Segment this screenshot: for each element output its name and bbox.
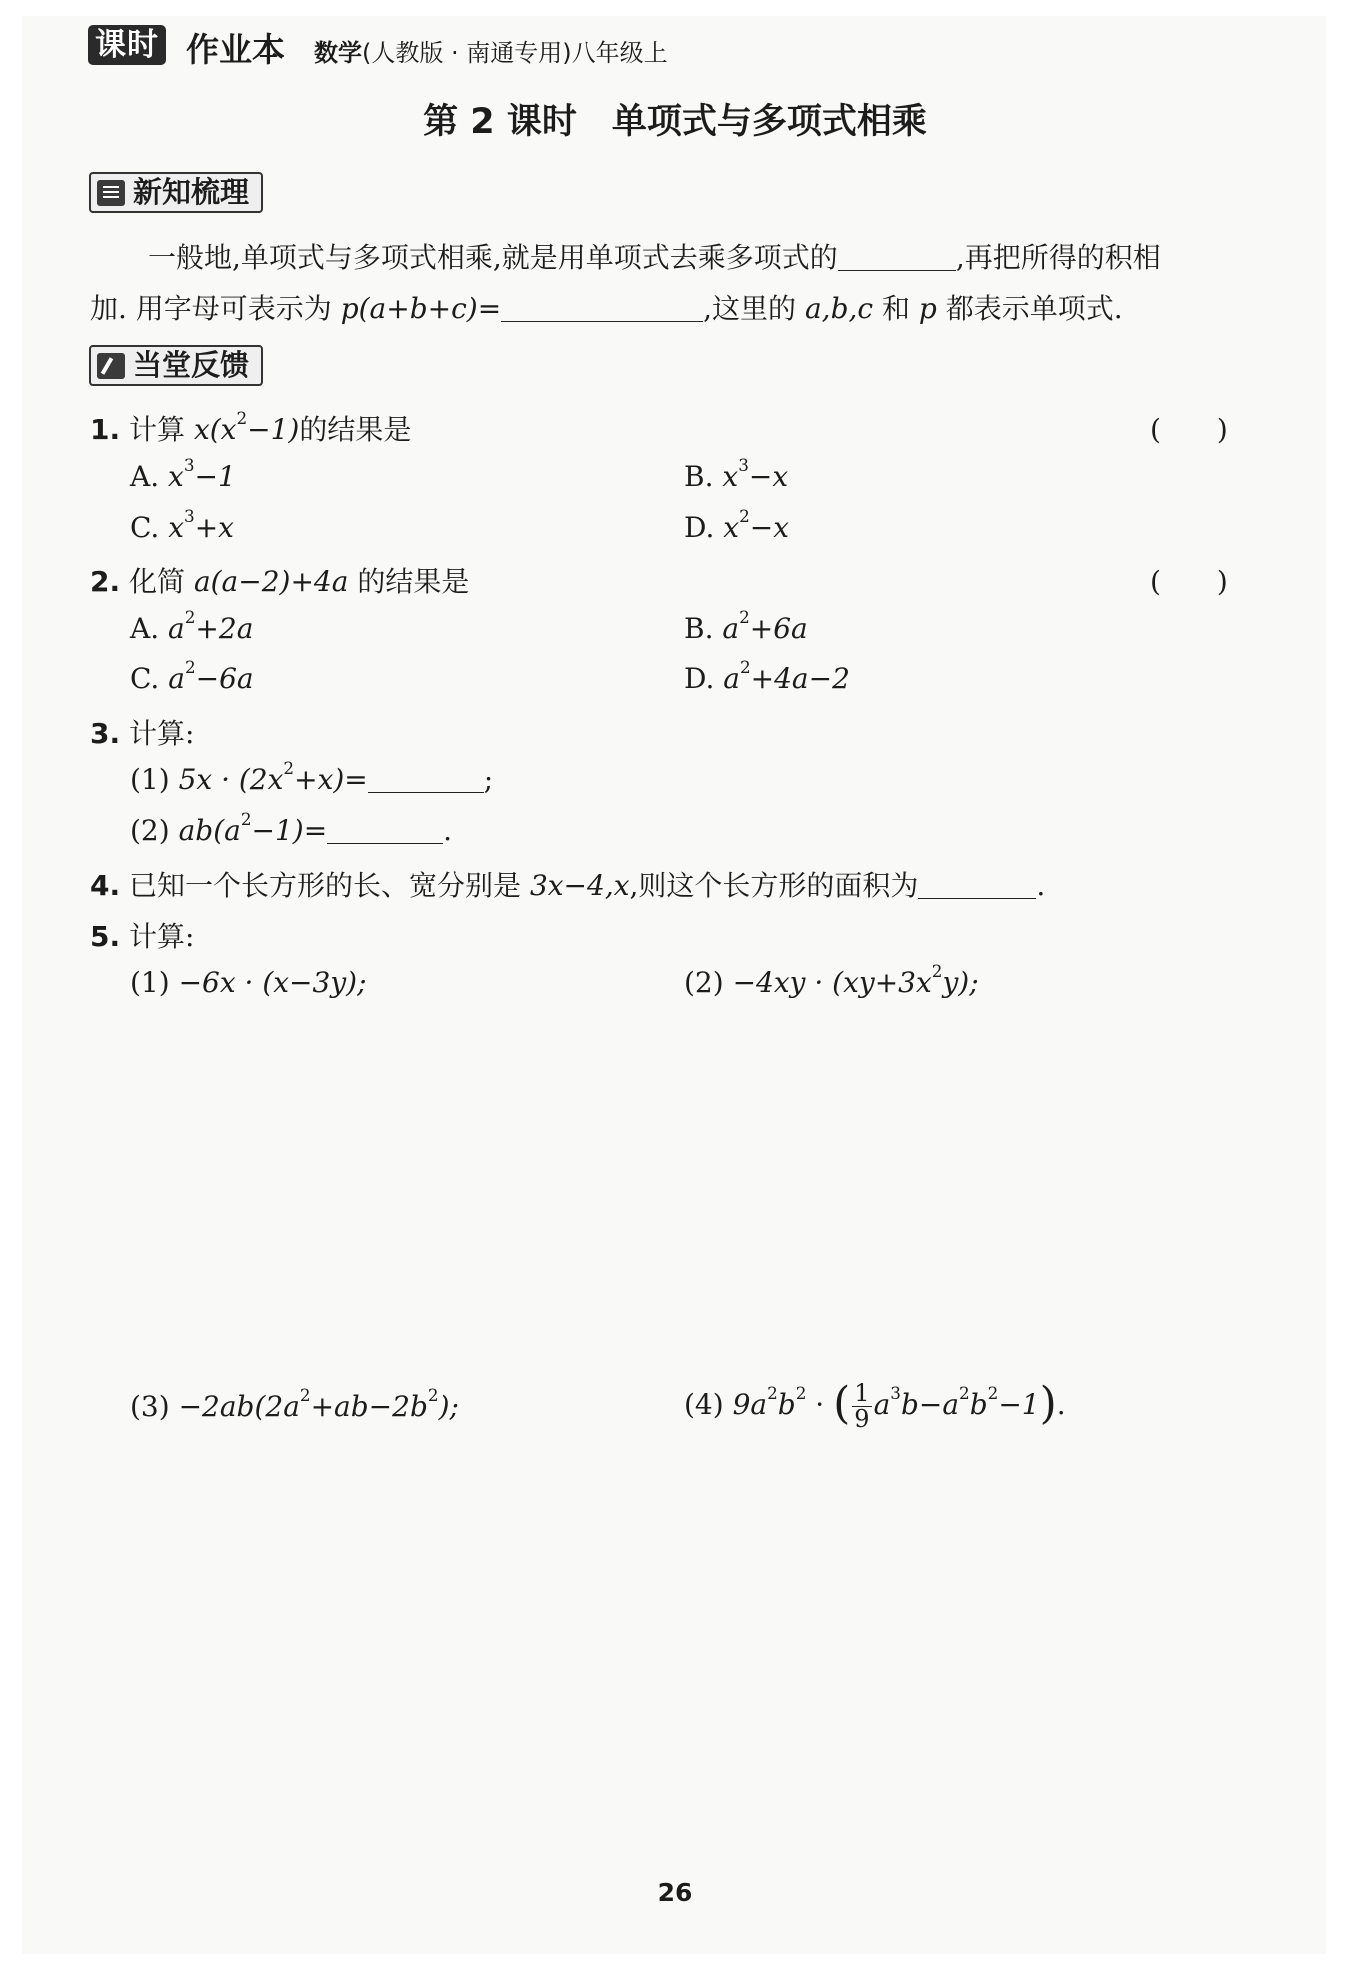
text: 的结果是: [348, 565, 470, 598]
part-label: (1): [130, 966, 170, 999]
formula: −1): [247, 413, 300, 446]
exponent: 3: [183, 454, 195, 475]
page-number: 26: [657, 1878, 693, 1907]
brand-logo-text: 课时: [95, 27, 159, 63]
formula: y);: [942, 966, 979, 999]
q1-option-b[interactable]: [684, 454, 789, 493]
section-classroom-feedback-label: 当堂反馈: [133, 348, 250, 382]
right-paren: ): [1039, 1378, 1057, 1429]
exponent: 2: [240, 809, 252, 830]
question-3-stem: [90, 712, 194, 752]
question-4-stem: [90, 864, 1045, 904]
option-label: D.: [684, 662, 715, 695]
formula: );: [438, 1390, 459, 1423]
formula: −1)=: [251, 814, 328, 848]
q5-part-1: [130, 966, 367, 999]
q5-part-4-answer-area[interactable]: [684, 1460, 1184, 1820]
q2-option-c[interactable]: [130, 656, 254, 695]
formula: b: [777, 1388, 796, 1421]
exponent: 2: [184, 656, 196, 677]
q3-part-2: [130, 809, 453, 848]
text: ,再把所得的积相: [955, 241, 1161, 274]
text: 计算:: [129, 920, 195, 953]
formula: −2ab(2a: [178, 1390, 300, 1423]
exponent: 2: [299, 1384, 311, 1405]
section-new-knowledge-label: 新知梳理: [133, 175, 250, 209]
formula: +4a−2: [750, 662, 850, 695]
formula: +6a: [749, 612, 808, 645]
formula: −1: [194, 460, 236, 493]
exponent: 2: [739, 656, 751, 677]
q1-option-a[interactable]: [130, 454, 236, 493]
question-1-stem: [90, 408, 411, 448]
q5-part-1-answer-area[interactable]: [130, 1045, 630, 1365]
option-label: B.: [684, 612, 714, 645]
answer-bracket[interactable]: ( ): [1150, 565, 1228, 598]
formula: +2a: [195, 612, 254, 645]
text: .: [443, 814, 453, 848]
option-label: C.: [130, 662, 160, 695]
text: 已知一个长方形的长、宽分别是: [129, 869, 530, 902]
section-classroom-feedback: [89, 345, 263, 386]
formula: a: [168, 662, 185, 695]
q5-part-3-answer-area[interactable]: [130, 1460, 630, 1820]
part-label: (1): [130, 763, 170, 797]
exponent: 3: [890, 1382, 901, 1403]
section1-line1: [148, 236, 1161, 276]
exponent: 3: [738, 454, 749, 475]
pen-icon: [97, 353, 125, 379]
q2-option-a[interactable]: [130, 606, 254, 645]
option-label: C.: [130, 511, 160, 544]
text: ,则这个长方形的面积为: [629, 869, 919, 902]
formula: x: [723, 511, 740, 544]
text: .: [1056, 1388, 1066, 1421]
question-number: 3.: [90, 717, 121, 750]
q2-option-b[interactable]: [684, 606, 808, 645]
formula: x: [168, 460, 184, 493]
option-label: A.: [130, 612, 160, 645]
exponent: 2: [739, 606, 750, 627]
formula: x: [722, 460, 739, 493]
formula: 5x · (2x: [178, 763, 284, 797]
text: .: [1036, 869, 1046, 902]
q5-part-2: [684, 960, 979, 999]
exponent: 2: [739, 505, 750, 526]
part-label: (4): [684, 1388, 724, 1421]
formula: +x: [194, 511, 234, 544]
question-number: 2.: [90, 565, 121, 598]
subject-name: 数学: [314, 39, 362, 67]
question-number: 4.: [90, 869, 121, 902]
fill-blank[interactable]: [918, 869, 1036, 899]
option-label: A.: [130, 460, 160, 493]
formula: x(x: [193, 413, 237, 446]
formula: b−a: [900, 1388, 960, 1421]
text: 和: [873, 292, 919, 325]
formula: p: [918, 292, 937, 325]
part-label: (3): [130, 1390, 170, 1423]
text: 都表示单项式.: [936, 292, 1123, 325]
subject-edition: (人教版 · 南通专用)八年级上: [362, 39, 668, 67]
brand-logo: [88, 25, 166, 65]
formula: −1: [998, 1388, 1040, 1421]
text: 加. 用字母可表示为: [90, 292, 341, 325]
subject-line: [314, 33, 668, 68]
text: ;: [483, 763, 494, 797]
q1-option-c[interactable]: [130, 505, 234, 544]
text: 计算:: [129, 717, 195, 750]
formula: −6a: [195, 662, 254, 695]
q3-part-1: [130, 758, 494, 797]
formula: a: [723, 662, 740, 695]
section-new-knowledge: [89, 172, 263, 213]
fill-blank[interactable]: [501, 292, 703, 322]
exponent: 2: [283, 758, 295, 779]
fill-blank[interactable]: [327, 814, 443, 844]
fill-blank[interactable]: [368, 763, 484, 793]
text: ·: [806, 1388, 834, 1421]
q2-option-d[interactable]: [684, 656, 850, 695]
option-label: B.: [684, 460, 714, 493]
exponent: 2: [959, 1382, 970, 1403]
formula: −6x · (x−3y);: [178, 966, 367, 999]
formula: ab(a: [178, 814, 241, 848]
formula: a: [873, 1388, 891, 1421]
formula: a: [168, 612, 185, 645]
formula: p(a+b+c)=: [340, 292, 502, 325]
formula: 3x−4,x: [529, 869, 630, 902]
book-icon: [97, 180, 125, 206]
denominator: 9: [854, 1405, 870, 1433]
exponent: 2: [236, 407, 248, 428]
question-5-stem: [90, 915, 194, 955]
q5-part-4: [684, 1378, 1066, 1432]
part-label: (2): [684, 966, 724, 999]
formula: −4xy · (xy+3x: [732, 966, 932, 999]
exponent: 2: [795, 1382, 807, 1403]
formula: −x: [748, 460, 789, 493]
exponent: 2: [931, 960, 943, 981]
q1-option-d[interactable]: [684, 505, 790, 544]
section1-line2: [90, 287, 1123, 327]
numerator: 1: [854, 1378, 870, 1407]
formula: x: [168, 511, 185, 544]
brand-title: 作业本: [186, 30, 285, 69]
left-paren: (: [833, 1378, 851, 1429]
text: ,这里的: [703, 292, 805, 325]
formula: b: [969, 1388, 988, 1421]
question-number: 5.: [90, 920, 121, 953]
text: 一般地,单项式与多项式相乘,就是用单项式去乘多项式的: [148, 241, 838, 274]
exponent: 2: [767, 1382, 778, 1403]
formula: 9a: [732, 1388, 768, 1421]
option-label: D.: [684, 511, 715, 544]
question-2-stem: [90, 560, 469, 600]
answer-bracket[interactable]: ( ): [1150, 413, 1228, 446]
text: 的结果是: [299, 413, 412, 446]
fraction: [852, 1378, 871, 1433]
text: 化简: [129, 565, 194, 598]
lesson-title: 第 2 课时 单项式与多项式相乘: [423, 102, 927, 142]
formula: +ab−2b: [310, 1390, 428, 1423]
exponent: 2: [427, 1384, 439, 1405]
question-number: 1.: [90, 413, 121, 446]
part-label: (2): [130, 814, 170, 848]
exponent: 3: [184, 505, 195, 526]
formula: +x)=: [294, 763, 368, 797]
formula: −x: [749, 511, 790, 544]
exponent: 2: [184, 606, 196, 627]
fill-blank[interactable]: [838, 241, 956, 271]
q5-part-2-answer-area[interactable]: [684, 1045, 1184, 1365]
text: 计算: [129, 413, 194, 446]
formula: a: [722, 612, 740, 645]
formula: a,b,c: [804, 292, 874, 325]
formula: a(a−2)+4a: [193, 565, 349, 598]
q5-part-3: [130, 1384, 459, 1423]
exponent: 2: [987, 1382, 999, 1403]
